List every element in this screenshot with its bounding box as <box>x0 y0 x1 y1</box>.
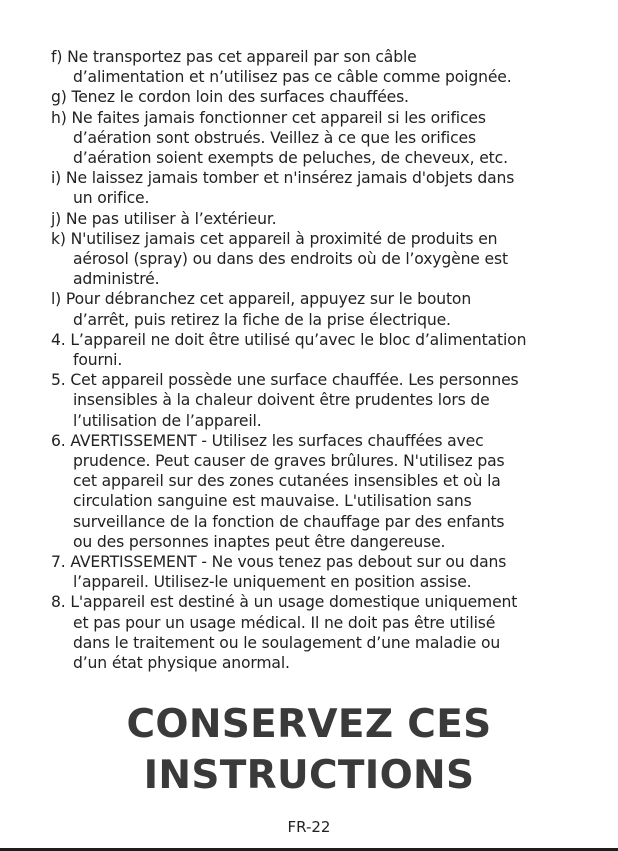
instruction-line: d’alimentation et n’utilisez pas ce câble comme poignée. <box>73 68 512 87</box>
instruction-line: 4. L’appareil ne doit être utilisé qu’avec le bloc d’alimentation <box>51 330 527 349</box>
instruction-line: l’utilisation de l’appareil. <box>73 411 262 430</box>
instruction-item <box>51 87 571 107</box>
instruction-list <box>51 47 571 673</box>
instruction-item <box>51 47 571 87</box>
instruction-line: surveillance de la fonction de chauffage par des enfants <box>73 512 505 531</box>
instruction-item <box>51 592 571 673</box>
instruction-line: h) Ne faites jamais fonctionner cet appareil si les orifices <box>51 108 486 127</box>
headline-line-1: CONSERVEZ CES <box>126 702 492 747</box>
instruction-line: dans le traitement ou le soulagement d’une maladie ou <box>73 633 501 652</box>
page-number: FR-22 <box>287 818 331 836</box>
instruction-line: l’appareil. Utilisez-le uniquement en position assise. <box>73 573 472 592</box>
instruction-item <box>51 168 571 208</box>
instruction-line: ou des personnes inaptes peut être dangereuse. <box>73 532 446 551</box>
headline-line-2: INSTRUCTIONS <box>143 753 475 798</box>
instruction-line: d’arrêt, puis retirez la fiche de la prise électrique. <box>73 310 451 329</box>
instruction-line: cet appareil sur des zones cutanées insensibles et où la <box>73 472 501 491</box>
instruction-line: 6. AVERTISSEMENT - Utilisez les surfaces chauffées avec <box>51 431 484 450</box>
instruction-item <box>51 431 571 552</box>
instruction-item <box>51 289 571 329</box>
instruction-line: un orifice. <box>73 189 150 208</box>
instruction-item <box>51 330 571 370</box>
instruction-item <box>51 209 571 229</box>
instruction-line: d’un état physique anormal. <box>73 654 290 673</box>
instruction-line: k) N'utilisez jamais cet appareil à proximité de produits en <box>51 229 498 248</box>
instruction-line: i) Ne laissez jamais tomber et n'insérez jamais d'objets dans <box>51 169 515 188</box>
instruction-line: g) Tenez le cordon loin des surfaces chauffées. <box>51 88 409 107</box>
instruction-line: f) Ne transportez pas cet appareil par son câble <box>51 48 417 66</box>
instruction-line: prudence. Peut causer de graves brûlures. N'utilisez pas <box>73 452 505 471</box>
instruction-line: j) Ne pas utiliser à l’extérieur. <box>51 209 277 228</box>
instruction-line: fourni. <box>73 351 123 370</box>
instruction-line: d’aération soient exempts de peluches, de cheveux, etc. <box>73 149 508 168</box>
instruction-line: administré. <box>73 270 160 289</box>
instruction-item <box>51 108 571 169</box>
instruction-item <box>51 552 571 592</box>
instruction-line: insensibles à la chaleur doivent être prudentes lors de <box>73 391 490 410</box>
instruction-line: circulation sanguine est mauvaise. L'utilisation sans <box>73 492 472 511</box>
instruction-item <box>51 229 571 290</box>
instruction-line: l) Pour débranchez cet appareil, appuyez sur le bouton <box>51 290 472 309</box>
instruction-line: 5. Cet appareil possède une surface chauffée. Les personnes <box>51 371 519 390</box>
instruction-line: 8. L'appareil est destiné à un usage domestique uniquement <box>51 593 518 612</box>
instruction-line: aérosol (spray) ou dans des endroits où de l’oxygène est <box>73 250 508 269</box>
instruction-line: 7. AVERTISSEMENT - Ne vous tenez pas debout sur ou dans <box>51 553 507 572</box>
instruction-line: d’aération sont obstrués. Veillez à ce que les orifices <box>73 128 476 147</box>
instruction-line: et pas pour un usage médical. Il ne doit pas être utilisé <box>73 613 496 632</box>
keep-instructions-headline <box>0 701 618 800</box>
instruction-item <box>51 370 571 431</box>
